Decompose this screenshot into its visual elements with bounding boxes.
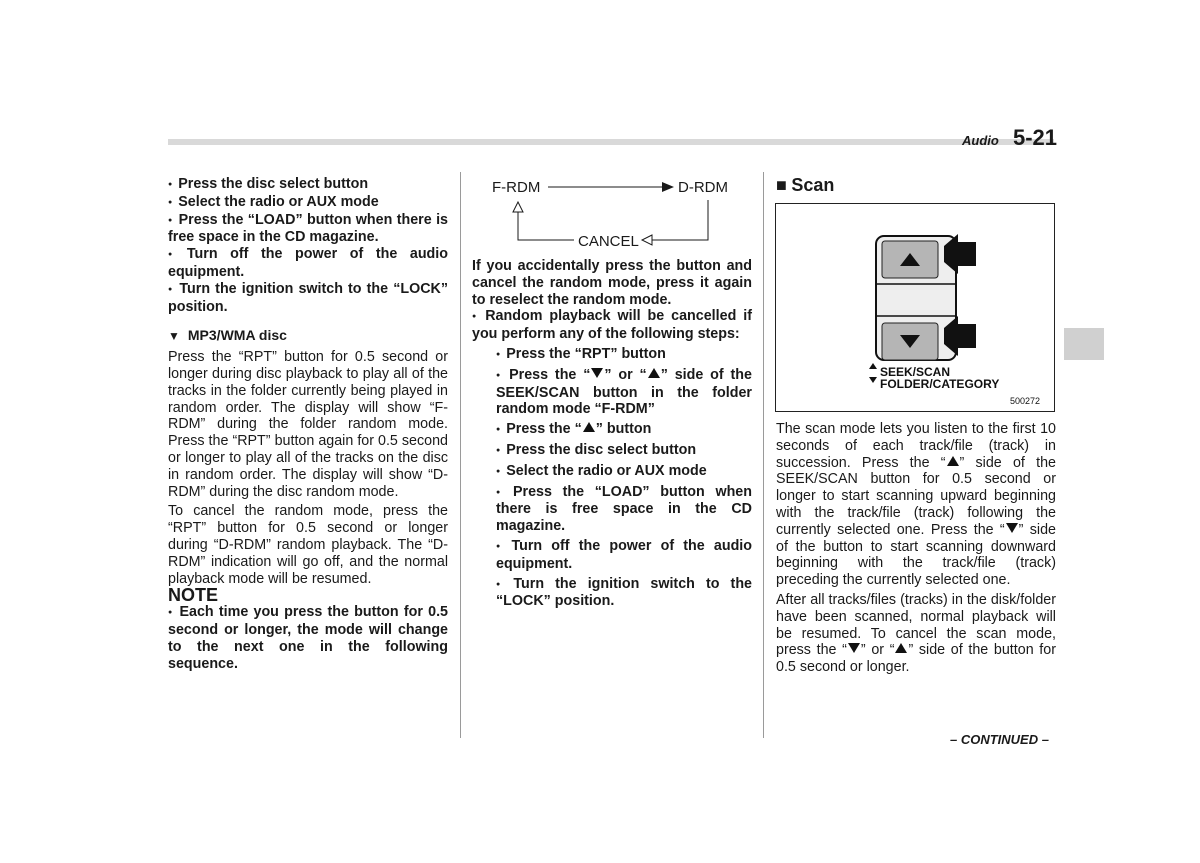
paragraph — [776, 421, 1056, 589]
paragraph: If you accidentally press the button and cancel the random mode, press it again to reselect the random mode. — [472, 258, 752, 308]
triangle-up-icon — [869, 363, 877, 369]
text: The scan mode lets you listen to the first 10 seconds of each track/file (track) in succession. Press the “ — [776, 421, 1056, 471]
list-item: ● Select the radio or AUX mode — [168, 194, 448, 212]
step-list — [472, 346, 752, 610]
triangle-down-icon: ▼ — [168, 329, 180, 344]
triangle-up-icon — [947, 456, 959, 466]
triangle-up-icon — [895, 643, 907, 653]
paragraph — [776, 592, 1056, 676]
triangle-down-icon — [869, 377, 877, 383]
list-item: ● Random playback will be cancelled if you perform any of the following steps: — [472, 308, 752, 343]
page-number: 5-21 — [1013, 125, 1058, 150]
random-mode-cycle-diagram — [490, 172, 760, 252]
eject-icon — [583, 422, 595, 432]
text: ” button — [595, 421, 652, 438]
subheading-text: MP3/WMA disc — [187, 327, 287, 344]
scan-heading-text: Scan — [791, 175, 835, 195]
d-rdm-label: D-RDM — [678, 179, 728, 196]
text: ” side of the button to start scanning downward beginning with the track/file (track) preceding the currently selected one. — [776, 521, 1056, 589]
square-bullet-icon: ■ — [776, 175, 787, 195]
list-item — [496, 367, 752, 418]
triangle-down-icon — [848, 643, 860, 653]
column-3 — [776, 421, 1056, 676]
triangle-down-icon — [591, 368, 603, 378]
seek-scan-figure — [775, 203, 1055, 412]
text: ” side of the SEEK/SCAN button in the folder random mode “F-RDM” — [496, 366, 752, 418]
text: Press the “ — [509, 366, 591, 383]
paragraph: To cancel the random mode, press the “RPT” button for 0.5 second or longer during “D-RDM” random playback. The “D-RDM” indication will go off, and the normal playback mode will be resumed. — [168, 503, 448, 587]
list-item: ● Turn the ignition switch to the “LOCK” position. — [168, 281, 448, 316]
arrow-line — [518, 212, 574, 240]
list-item: ● Press the disc select button — [496, 442, 752, 460]
list-item: ● Press the “LOAD” button when there is free space in the CD magazine. — [496, 484, 752, 535]
note-title: NOTE — [168, 585, 219, 606]
text: ” or “ — [604, 366, 647, 383]
chapter-tab — [1064, 328, 1104, 360]
arrow-line — [652, 200, 708, 240]
triangle-up-icon — [648, 368, 660, 378]
column-2 — [472, 258, 752, 610]
seek-scan-label: SEEK/SCAN — [880, 365, 951, 379]
column-1 — [168, 176, 448, 672]
list-item: ● Turn off the power of the audio equipment. — [496, 538, 752, 573]
continued-label: – CONTINUED – — [950, 732, 1049, 747]
list-item: ● Press the “LOAD” button when there is free space in the CD magazine. — [168, 212, 448, 247]
figure-id: 500272 — [1010, 396, 1041, 406]
column-divider — [763, 172, 764, 738]
subheading-mp3-wma — [168, 327, 448, 345]
column-divider — [460, 172, 461, 738]
scan-heading — [776, 175, 834, 196]
list-item: ● Press the disc select button — [168, 176, 448, 194]
list-item: ● Turn the ignition switch to the “LOCK” position. — [496, 576, 752, 611]
cancel-label: CANCEL — [578, 233, 639, 250]
list-item: ● Select the radio or AUX mode — [496, 463, 752, 481]
list-item: ● Press the “RPT” button — [496, 346, 752, 364]
triangle-down-icon — [1006, 523, 1018, 533]
page-section: Audio — [962, 133, 999, 148]
text: After all tracks/files (tracks) in the disk/folder have been scanned, normal playback will be resumed. To cancel the scan mode, press the “ — [776, 591, 1056, 659]
arrow-right-icon — [662, 182, 674, 192]
text: ” or “ — [860, 642, 895, 659]
paragraph: Press the “RPT” button for 0.5 second or longer during disc playback to play all of the tracks in the folder currently being played in random order. The display will show “F-RDM” during the folder random mode. Press the “RPT” button again for 0.5 second or longer to play all of the tracks on the disc in random order. The display will show “D-RDM” during the disc random mode. — [168, 349, 448, 500]
text: ” side of the SEEK/SCAN button for 0.5 second or longer to start scanning upward beginning with the track/file (track) following the currently selected one. Press the “ — [776, 454, 1056, 538]
f-rdm-label: F-RDM — [492, 179, 541, 196]
random-mode-diagram — [490, 172, 760, 252]
seek-scan-button-illustration — [776, 204, 1054, 411]
text: Press the “ — [506, 421, 582, 438]
arrow-left-icon — [642, 235, 652, 245]
folder-category-label: FOLDER/CATEGORY — [880, 377, 1000, 391]
header-rule — [168, 139, 1054, 145]
note-bullet: ● Each time you press the button for 0.5 second or longer, the mode will change to the next one in the following sequence. — [168, 604, 448, 672]
arrow-up-icon — [513, 202, 523, 212]
list-item: ● Turn off the power of the audio equipment. — [168, 246, 448, 281]
text: ” side of the button for 0.5 second or longer. — [776, 642, 1056, 676]
list-item — [496, 421, 752, 439]
